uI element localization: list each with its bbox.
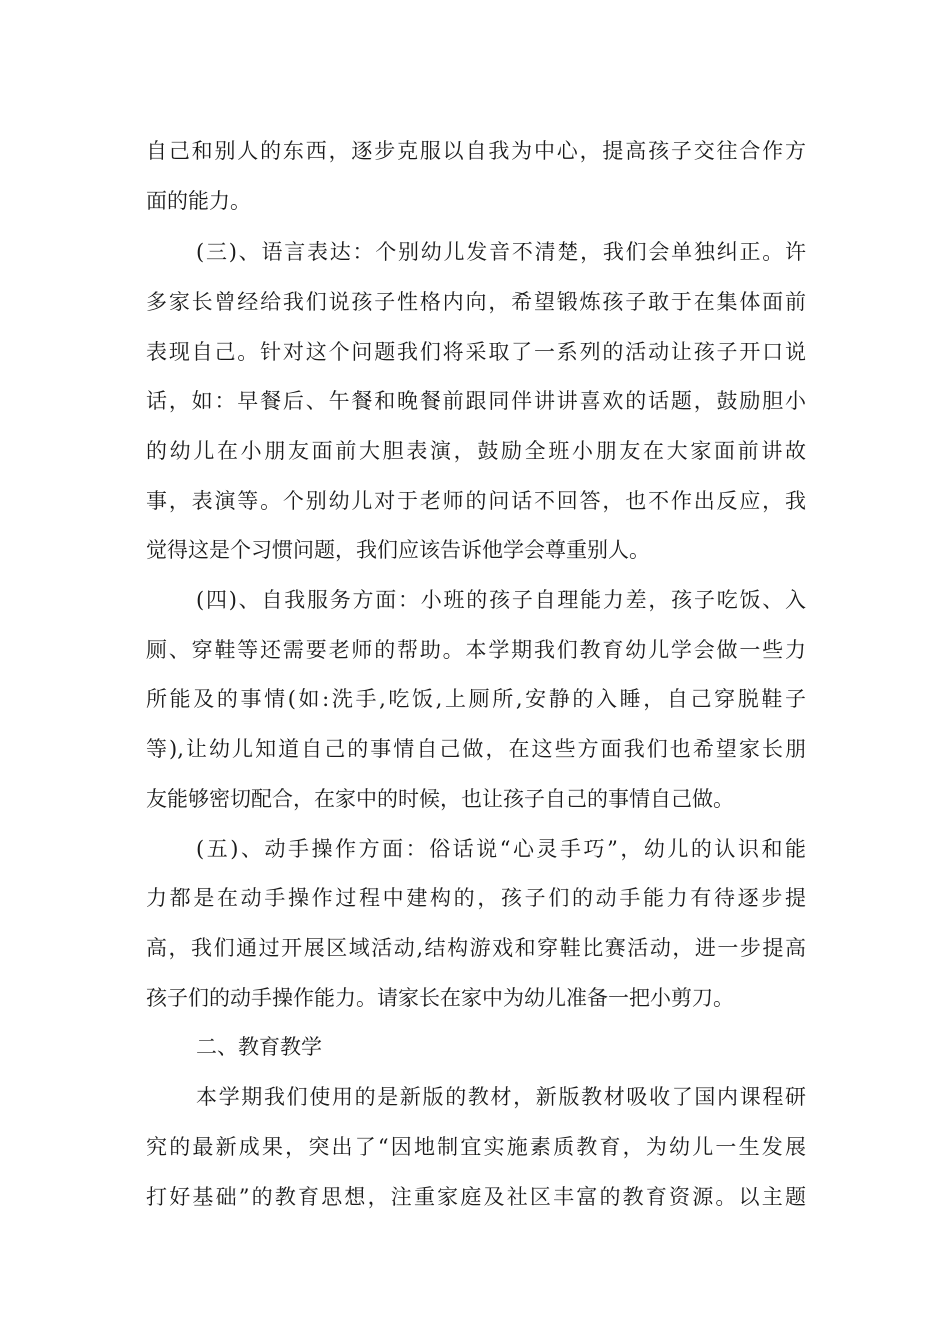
- section-heading: 二、教育教学: [196, 1035, 322, 1059]
- text-line: 孩子们的动手操作能力。请家长在家中为幼儿准备一把小剪刀。: [146, 986, 734, 1010]
- text-line: 所能及的事情(如:洗手,吃饭,上厕所,安静的入睡，自己穿脱鞋子: [146, 687, 806, 711]
- text-line: 本学期我们使用的是新版的教材，新版教材吸收了国内课程研: [196, 1085, 806, 1109]
- text-line: 高，我们通过开展区域活动,结构游戏和穿鞋比赛活动，进一步提高: [146, 936, 806, 960]
- paragraph-heading-4: (四)、自我服务方面：小班的孩子自理能力差，孩子吃饭、入: [196, 588, 806, 612]
- text-line: 觉得这是个习惯问题，我们应该告诉他学会尊重别人。: [146, 538, 650, 562]
- text-line: 力都是在动手操作过程中建构的，孩子们的动手能力有待逐步提: [146, 886, 806, 910]
- paragraph-heading-5: (五)、动手操作方面：俗话说“心灵手巧”，幼儿的认识和能: [196, 837, 806, 861]
- text-line: 自己和别人的东西，逐步克服以自我为中心，提高孩子交往合作方: [146, 139, 806, 163]
- text-line: 友能够密切配合，在家中的时候，也让孩子自己的事情自己做。: [146, 787, 734, 811]
- text-line: 究的最新成果，突出了“因地制宜实施素质教育，为幼儿一生发展: [146, 1135, 806, 1159]
- text-line: 事，表演等。个别幼儿对于老师的问话不回答，也不作出反应，我: [146, 489, 806, 513]
- text-line: 打好基础”的教育思想，注重家庭及社区丰富的教育资源。以主题: [146, 1185, 806, 1209]
- text-line: 的幼儿在小朋友面前大胆表演，鼓励全班小朋友在大家面前讲故: [146, 439, 806, 463]
- text-line: 面的能力。: [146, 189, 251, 213]
- text-line: 表现自己。针对这个问题我们将采取了一系列的活动让孩子开口说: [146, 340, 806, 364]
- paragraph-heading-3: (三)、语言表达：个别幼儿发音不清楚，我们会单独纠正。许: [196, 240, 806, 264]
- text-line: 话，如：早餐后、午餐和晚餐前跟同伴讲讲喜欢的话题，鼓励胆小: [146, 389, 806, 413]
- text-line: 厕、穿鞋等还需要老师的帮助。本学期我们教育幼儿学会做一些力: [146, 638, 806, 662]
- text-line: 等),让幼儿知道自己的事情自己做，在这些方面我们也希望家长朋: [146, 737, 806, 761]
- text-line: 多家长曾经给我们说孩子性格内向，希望锻炼孩子敢于在集体面前: [146, 290, 806, 314]
